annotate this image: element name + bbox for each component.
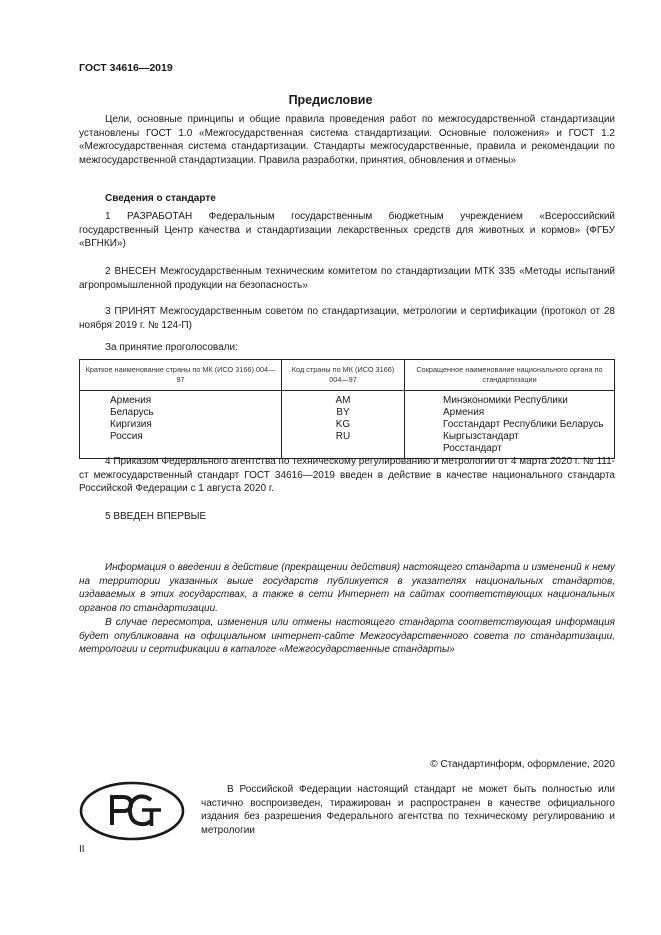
country-name: Киргизия — [110, 419, 152, 430]
copyright: © Стандартинформ, оформление, 2020 — [430, 759, 615, 770]
country-code: RU — [335, 431, 351, 442]
item-adopted: 3 ПРИНЯТ Межгосударственным советом по стандартизации, метрологии и сертификации (протокол от 28 ноября 2019 г. № 124-П) — [79, 306, 615, 331]
item-introduced: 2 ВНЕСЕН Межгосударственным техническим комитетом по стандартизации МТК 335 «Методы испытаний агропромышленной продукции на безопасность» — [79, 266, 615, 291]
standards-body: Росстандарт — [443, 443, 502, 454]
header-body: Сокращенное наименование национального органа по стандартизации — [405, 360, 615, 391]
country-name: Беларусь — [110, 407, 154, 418]
gost-r-certification-mark-icon — [79, 781, 185, 841]
item-developed: 1 РАЗРАБОТАН Федеральным государственным бюджетным учреждением «Всероссийский государственный Центр качества и стандартизации лекарственных средств для животных и кормов» (ФГБУ «ВГНКИ») — [79, 211, 615, 249]
standard-code: ГОСТ 34616—2019 — [79, 62, 173, 74]
info-heading: Сведения о стандарте — [105, 193, 216, 204]
country-name: Россия — [110, 431, 143, 442]
item-order: 4 Приказом Федерального агентства по техническому регулированию и метрологии от 4 марта 2020 г. № 111-ст межгосударственный стандарт ГОСТ 34616—2019 введен в действие в качестве национального стандарта Российской Федерации с 1 августа 2020 г. — [79, 456, 615, 494]
voted-label: За принятие проголосовали: — [105, 342, 238, 353]
country-code: BY — [336, 407, 350, 418]
table-header-row — [80, 360, 615, 391]
header-country: Краткое наименование страны по МК (ИСО 3166) 004—97 — [80, 360, 282, 391]
standards-body: Минэкономики Республики Армения — [443, 395, 568, 418]
country-name: Армения — [110, 395, 152, 406]
code-cell — [282, 391, 405, 459]
page-title: Предисловие — [288, 93, 373, 107]
table-row — [80, 391, 615, 459]
body-cell — [405, 391, 615, 459]
italic-info-1: Информация о введении в действие (прекращении действия) настоящего стандарта и изменений к нему на территории указанных выше государств публикуется в указателях национальных стандартов, издаваемых в этих государствах, а также в сети Интернет на сайтах соответствующих национальных органов по стандартизации. — [79, 562, 615, 614]
header-code: Код страны по МК (ИСО 3166) 004—97 — [282, 360, 405, 391]
item-first-time: 5 ВВЕДЕН ВПЕРВЫЕ — [105, 511, 207, 522]
country-cell — [80, 391, 282, 459]
standards-body: Кыргызстандарт — [443, 431, 519, 442]
country-code: KG — [335, 419, 351, 430]
standards-body: Госстандарт Республики Беларусь — [443, 419, 604, 430]
intro-paragraph: Цели, основные принципы и общие правила проведения работ по межгосударственной стандартизации установлены ГОСТ 1.0 «Межгосударственная система стандартизации. Основные положения» и ГОСТ 1.2 «Межгосударственная система стандартизации. Стандарты межгосударственные, правила и рекомендации по межгосударственной стандартизации. Правила разработки, принятия, обновления и отмены» — [79, 114, 615, 166]
italic-info-2: В случае пересмотра, изменения или отмены настоящего стандарта соответствующая информация будет опубликована на официальном интернет-сайте Межгосударственного совета по стандартизации, метрологии и сертификации в каталоге «Межгосударственные стандарты» — [79, 617, 615, 655]
page-number: II — [79, 844, 85, 855]
reproduction-notice: В Российской Федерации настоящий стандарт не может быть полностью или частично воспроизведен, тиражирован и распространен в качестве официального издания без разрешения Федерального агентства по техническому регулированию и метрологии — [201, 784, 615, 836]
voting-table — [79, 359, 615, 459]
country-code: AM — [335, 395, 351, 406]
